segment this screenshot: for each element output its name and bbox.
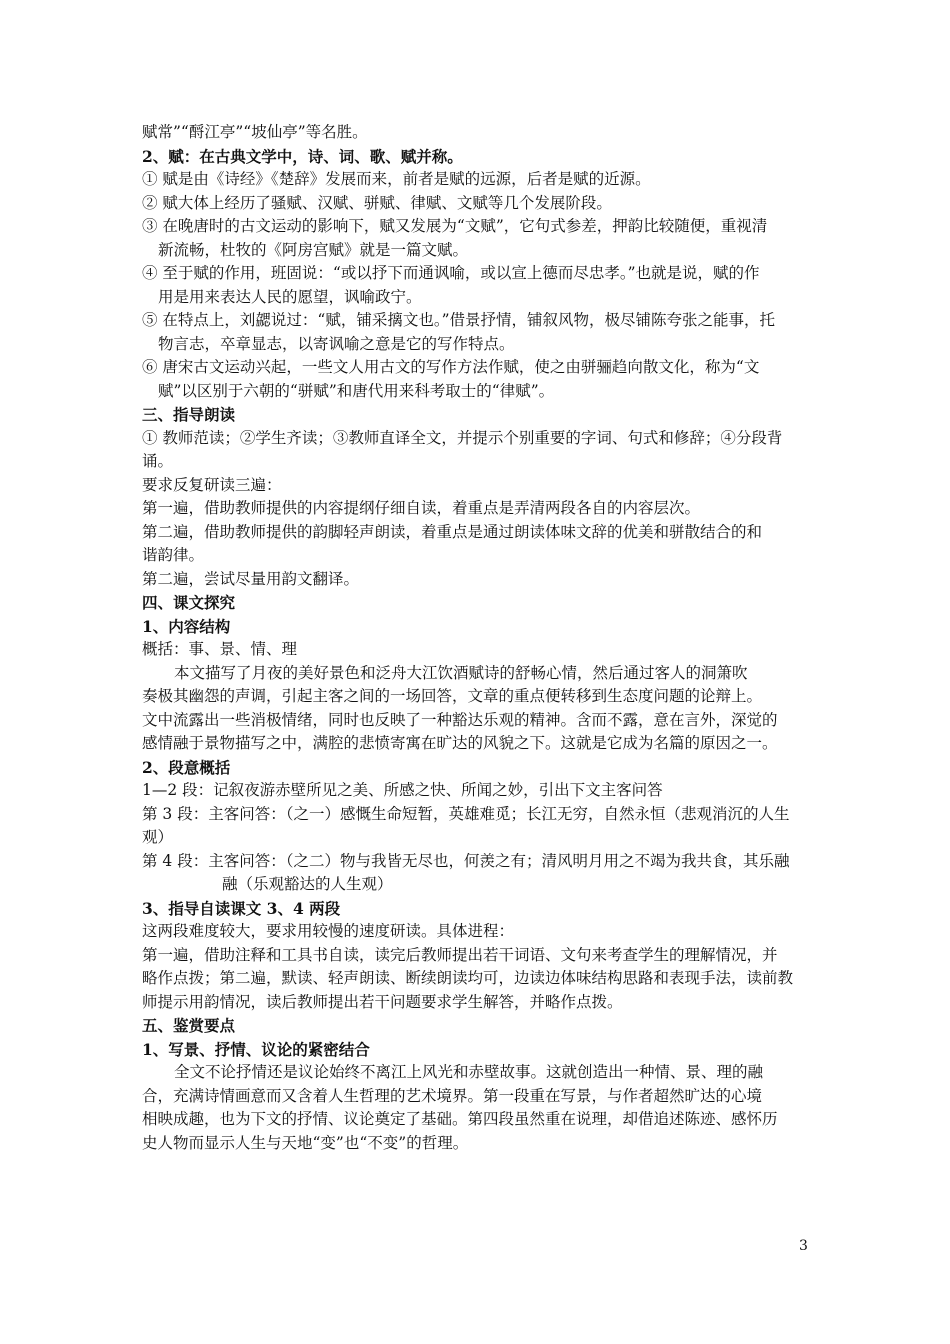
list-item-continuation: 赋”以区别于六朝的“骈赋”和唐代用来科考取士的“律赋”。 bbox=[158, 381, 555, 400]
list-item: ② 赋大体上经历了骚赋、汉赋、骈赋、律赋、文赋等几个发展阶段。 bbox=[142, 193, 612, 212]
section-heading: 四、课文探究 bbox=[142, 593, 236, 612]
text-line: 诵。 bbox=[142, 452, 174, 470]
subsection-heading: 1、写景、抒情、议论的紧密结合 bbox=[142, 1039, 370, 1059]
text-line: 第二遍，尝试尽量用韵文翻译。 bbox=[142, 569, 360, 588]
text-line: 这两段难度较大，要求用较慢的速度研读。具体进程： bbox=[142, 922, 515, 940]
list-item: ④ 至于赋的作用，班固说：“或以抒下而通讽喻，或以宣上德而尽忠孝。”也就是说，赋的作 bbox=[142, 264, 760, 282]
subsection-heading: 2、段意概括 bbox=[142, 757, 231, 777]
paragraph-line: 文中流露出一些消极情绪，同时也反映了一种豁达乐观的精神。含而不露，意在言外，深觉的 bbox=[142, 710, 778, 729]
list-item: ③ 在晚唐时的古文运动的影响下，赋又发展为“文赋”，它句式参差，押韵比较随便，重视清 bbox=[142, 217, 768, 235]
text-line: 谐韵律。 bbox=[142, 546, 205, 564]
list-item-continuation: 用是用来表达人民的愿望，讽喻政宁。 bbox=[158, 287, 422, 306]
text-line: 第二遍，借助教师提供的韵脚轻声朗读，着重点是通过朗读体味文辞的优美和骈散结合的和 bbox=[142, 522, 763, 541]
subsection-heading: 1、内容结构 bbox=[142, 616, 231, 636]
list-item-continuation: 新流畅，杜牧的《阿房宫赋》就是一篇文赋。 bbox=[158, 240, 469, 259]
paragraph-line: 奏极其幽怨的声调，引起主客之间的一场回答，文章的重点便转移到生态度问题的论辩上。 bbox=[142, 687, 763, 705]
text-line: 第一遍，借助教师提供的内容提纲仔细自读，着重点是弄清两段各自的内容层次。 bbox=[142, 499, 701, 517]
text-line: 师提示用韵情况，读后教师提出若干问题要求学生解答，并略作点拨。 bbox=[142, 992, 623, 1011]
text-line: 第 3 段：主客问答：（之一）感慨生命短暂，英雄难觅；长江无穷，自然永恒（悲观消沉的人生 bbox=[142, 804, 790, 823]
section-heading: 五、鉴赏要点 bbox=[142, 1016, 236, 1035]
text-line: 第 4 段：主客问答：（之二）物与我皆无尽也，何羡之有；清风明月用之不竭为我共食，其乐融 bbox=[142, 851, 790, 870]
text-line: 第一遍，借助注释和工具书自读，读完后教师提出若干词语、文句来考查学生的理解情况，并 bbox=[142, 945, 778, 964]
section-heading: 三、指导朗读 bbox=[142, 405, 236, 424]
text-line: 要求反复研读三遍： bbox=[142, 475, 282, 494]
paragraph-line: 史人物而显示人生与天地“变”也“不变”的哲理。 bbox=[142, 1133, 469, 1152]
text-line: 赋常”“酹江亭”“坡仙亭”等名胜。 bbox=[142, 123, 368, 141]
text-line: 观） bbox=[142, 828, 174, 846]
list-item-continuation: 物言志，卒章显志，以寄讽喻之意是它的写作特点。 bbox=[158, 334, 515, 353]
paragraph-line: 全文不论抒情还是议论始终不离江上风光和赤壁故事。这就创造出一种情、景、理的融 bbox=[174, 1063, 764, 1081]
page-number: 3 bbox=[799, 1238, 808, 1254]
text-line: 略作点拨；第二遍，默读、轻声朗读、断续朗读均可，边读边体味结构思路和表现手法，读前教 bbox=[142, 969, 794, 987]
text-line: ① 教师范读；②学生齐读；③教师直译全文，并提示个别重要的字词、句式和修辞；④分段背 bbox=[142, 428, 783, 447]
list-item: ① 赋是由《诗经》《楚辞》发展而来，前者是赋的远源，后者是赋的近源。 bbox=[142, 170, 651, 188]
list-item: ⑥ 唐宋古文运动兴起，一些文人用古文的写作方法作赋，使之由骈骊趋向散文化，称为“文 bbox=[142, 358, 760, 376]
paragraph-line: 合，充满诗情画意而又含着人生哲理的艺术境界。第一段重在写景，与作者超然旷达的心境 bbox=[142, 1086, 763, 1105]
text-line: 融（乐观豁达的人生观） bbox=[222, 875, 393, 893]
text-line: 1—2 段：记叙夜游赤壁所见之美、所感之快、所闻之妙，引出下文主客问答 bbox=[142, 781, 663, 799]
paragraph-line: 感情融于景物描写之中，满腔的悲愤寄寓在旷达的风貌之下。这就是它成为名篇的原因之一。 bbox=[142, 734, 778, 752]
text-line: 概括：事、景、情、理 bbox=[142, 640, 298, 658]
paragraph-line: 本文描写了月夜的美好景色和泛舟大江饮酒赋诗的舒畅心情，然后通过客人的洞箫吹 bbox=[174, 663, 748, 682]
section-heading: 2、赋：在古典文学中，诗、词、歌、赋并称。 bbox=[142, 146, 463, 166]
subsection-heading: 3、指导自读课文 3、4 两段 bbox=[142, 898, 341, 918]
paragraph-line: 相映成趣，也为下文的抒情、议论奠定了基础。第四段虽然重在说理，却借追述陈迹、感怀历 bbox=[142, 1110, 778, 1128]
list-item: ⑤ 在特点上，刘勰说过：“赋，铺采摛文也。”借景抒情，铺叙风物，极尽铺陈夸张之能事，托 bbox=[142, 311, 776, 329]
